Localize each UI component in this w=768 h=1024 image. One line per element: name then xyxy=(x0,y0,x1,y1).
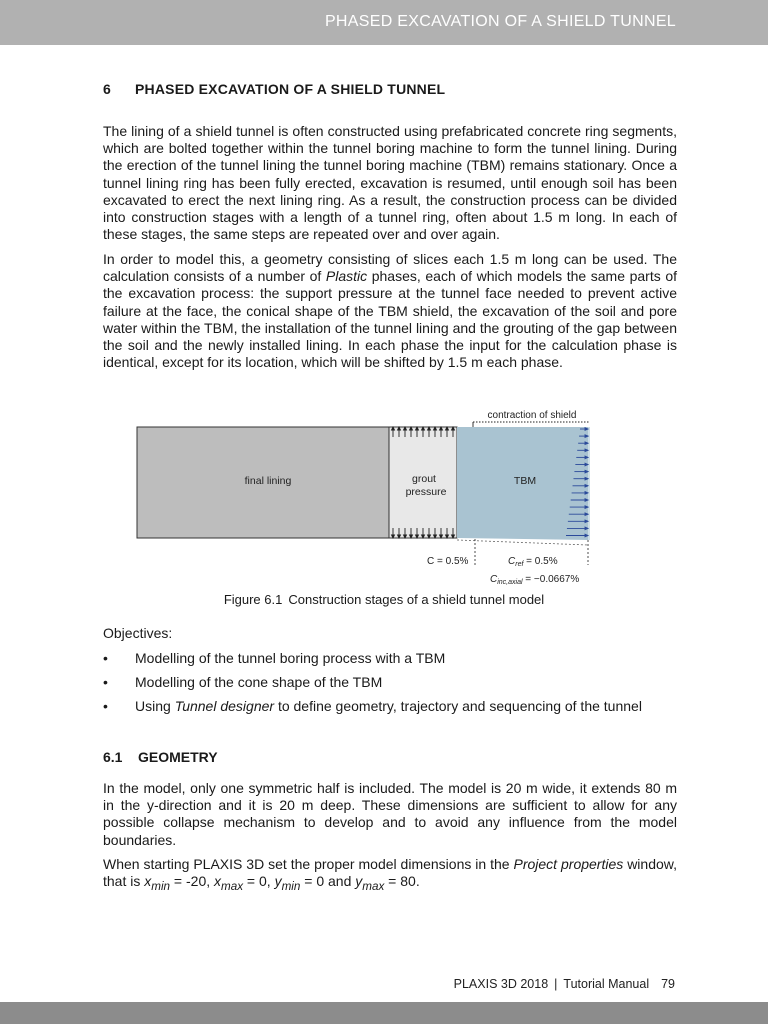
ymin-var: y xyxy=(274,873,282,890)
tunnel-designer-term: Tunnel designer xyxy=(174,698,275,714)
dimensions-text-start: When starting PLAXIS 3D set the proper model dimensions in the xyxy=(103,856,514,872)
xmin-val: = -20, xyxy=(170,873,215,890)
bullet-icon: • xyxy=(103,674,108,690)
cref-label: $C_{ref} = 0.5\%$ xyxy=(508,556,558,568)
subsection-number: 6.1 xyxy=(103,749,123,765)
xmax-var: x xyxy=(214,873,222,890)
ymax-sub: max xyxy=(362,880,385,893)
footer-product: PLAXIS 3D 2018 xyxy=(453,977,549,991)
ymax-var: y xyxy=(355,873,363,890)
list-item xyxy=(103,674,677,698)
objective-text-rest: to define geometry, trajectory and sequencing of the tunnel xyxy=(274,698,642,714)
objective-text: Modelling of the cone shape of the TBM xyxy=(135,674,383,690)
footer-separator: | xyxy=(554,977,558,991)
page-footer xyxy=(454,977,675,991)
c-value-label: C = 0.5% xyxy=(427,556,469,567)
geometry-paragraph: In the model, only one symmetric half is included. The model is 20 m wide, it extends 80 m in the y-direction and it is 20 m deep. These dimensions are sufficient to allow for any possible collapse mechanism to develop and to avoid any influence from the model boundaries. xyxy=(103,780,677,848)
page-number: 79 xyxy=(661,977,675,991)
grout-label-line1: grout xyxy=(412,473,436,485)
shield-cone-line xyxy=(457,540,588,545)
figure-caption xyxy=(0,592,768,607)
bottom-bar xyxy=(0,1002,768,1024)
dimensions-text-mid: window, that is xyxy=(103,856,677,890)
contraction-label: contraction of shield xyxy=(487,410,577,421)
running-header-bar xyxy=(0,0,768,45)
xmin-var: x xyxy=(144,873,152,890)
plastic-term: Plastic xyxy=(325,268,368,285)
section-title: PHASED EXCAVATION OF A SHIELD TUNNEL xyxy=(135,81,446,97)
running-header-title: PHASED EXCAVATION OF A SHIELD TUNNEL xyxy=(324,13,676,30)
section-heading xyxy=(103,81,445,97)
final-lining-label: final lining xyxy=(244,475,292,487)
objective-text: Modelling of the tunnel boring process with a TBM xyxy=(135,650,446,666)
tbm-label: TBM xyxy=(513,475,537,487)
shield-tunnel-figure xyxy=(135,405,605,590)
xmax-sub: max xyxy=(221,880,244,893)
footer-manual: Tutorial Manual xyxy=(563,977,650,991)
project-properties-term: Project properties xyxy=(513,856,624,872)
figure-number: Figure 6.1 xyxy=(223,592,283,607)
bullet-icon: • xyxy=(103,698,108,714)
ymax-val: = 80. xyxy=(384,873,420,890)
subsection-title: GEOMETRY xyxy=(138,749,218,765)
list-item xyxy=(103,650,677,674)
objective-text-start: Using xyxy=(135,698,175,714)
figure-drawing xyxy=(135,405,605,590)
xmin-sub: min xyxy=(151,880,171,893)
ymin-sub: min xyxy=(281,880,301,893)
ymin-val: = 0 and xyxy=(300,873,356,890)
grout-label-line2: pressure xyxy=(405,486,447,498)
model-paragraph xyxy=(103,251,677,371)
cinc-label: $C_{inc,axial} = -0.0667\%$ xyxy=(490,574,580,586)
bullet-icon: • xyxy=(103,650,108,666)
dimensions-paragraph xyxy=(103,856,677,895)
section-number: 6 xyxy=(103,81,111,97)
model-paragraph-rest: phases, each of which models the same parts of the excavation process: the support pressure at the tunnel face needed to prevent active failure at the face, the conical shape of the TBM shield, the excavation of the soil and pore water within the TBM, the installation of the tunnel lining and the grouting of the gap between the soil and the newly installed lining. In each phase the input for the calculation phase is identical, except for its location, which will be shifted by 1.5 m each phase. xyxy=(103,268,677,371)
objectives-list xyxy=(103,650,677,722)
xmax-val: = 0, xyxy=(243,873,275,890)
subsection-heading xyxy=(103,749,218,765)
model-paragraph-start: In order to model this, a geometry consisting of slices each 1.5 m long can be used. The calculation consists of a number of xyxy=(103,251,677,285)
figure-caption-text: Construction stages of a shield tunnel model xyxy=(288,592,545,607)
objectives-title: Objectives: xyxy=(103,625,173,641)
list-item xyxy=(103,698,677,722)
intro-paragraph: The lining of a shield tunnel is often constructed using prefabricated concrete ring segments, which are bolted together within the tunnel boring machine to form the tunnel lining. During the erection of the tunnel lining the tunnel boring machine (TBM) remains stationary. Once a tunnel lining ring has been fully erected, excavation is resumed, until enough soil has been excavated to erect the next lining ring. As a result, the construction process can be divided into construction stages with a length of a tunnel ring, often about 1.5 m long. In each of these stages, the same steps are repeated over and over again. xyxy=(103,123,677,243)
